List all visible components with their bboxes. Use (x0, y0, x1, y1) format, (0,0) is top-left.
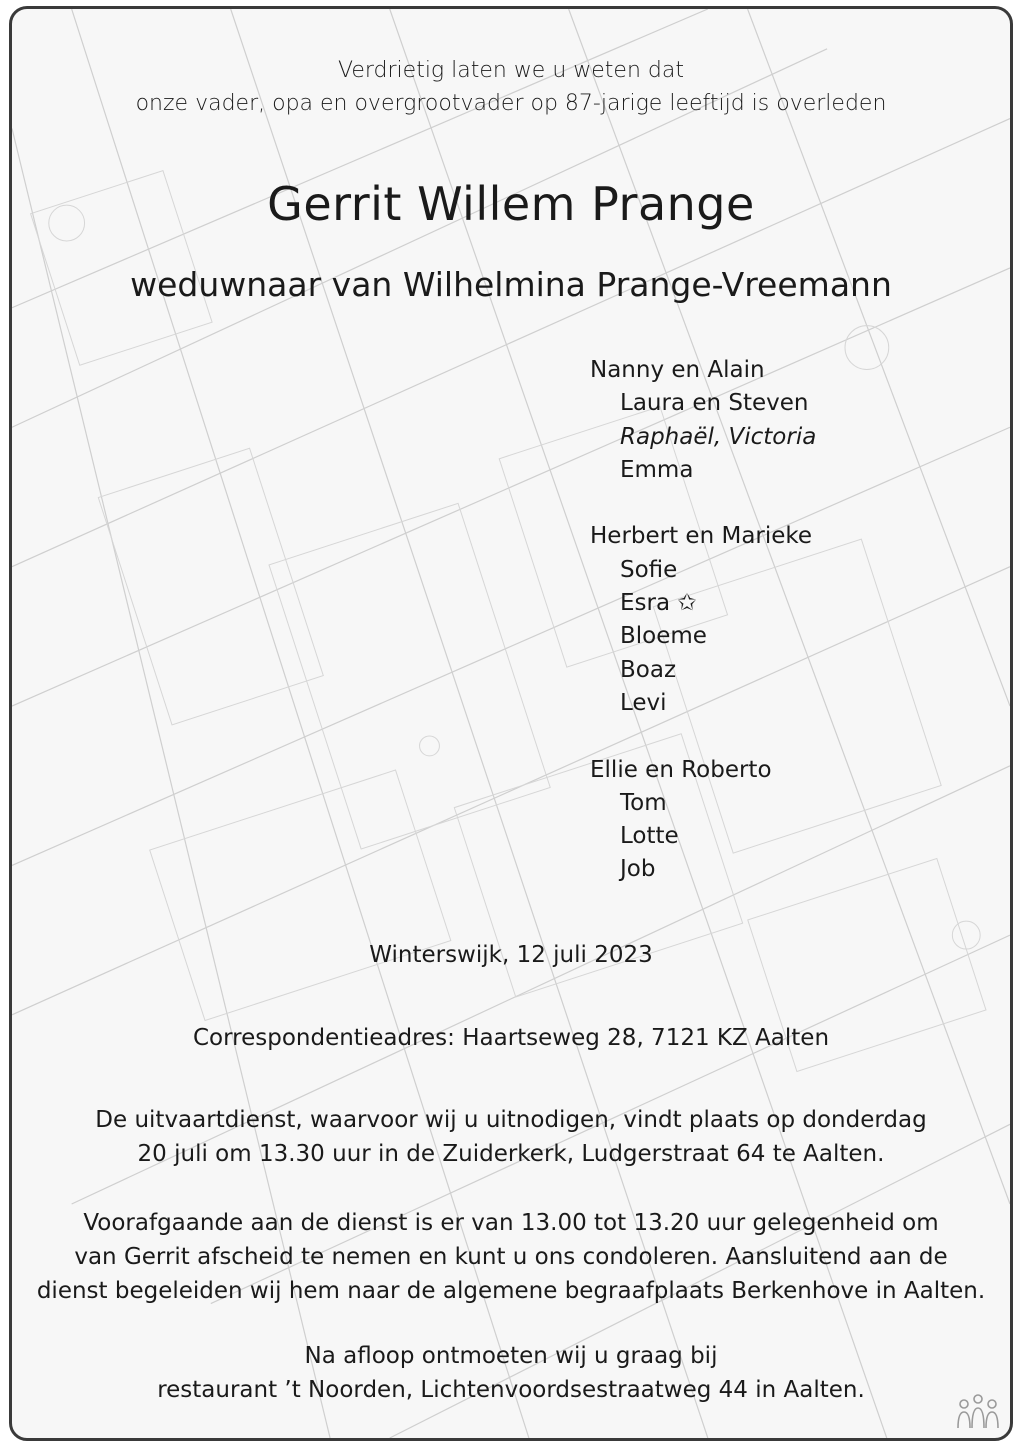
family-gap (590, 487, 816, 520)
intro-line-1: Verdrietig laten we u weten dat (338, 58, 684, 83)
family-member: Job (620, 856, 656, 883)
deceased-name: Gerrit Willem Prange (267, 177, 755, 231)
funeral-paragraph (12, 1103, 1010, 1171)
place-date: Winterswijk, 12 juli 2023 (369, 942, 653, 968)
obituary-card (9, 6, 1013, 1441)
family-member: Tom (620, 789, 667, 816)
farewell-line-2: van Gerrit afscheid te nemen en kunt u ons condoleren. Aansluitend aan de (74, 1244, 948, 1270)
family-list (590, 354, 816, 887)
farewell-line-3: dienst begeleiden wij hem naar de algemene begraafplaats Berkenhove in Aalten. (36, 1278, 986, 1304)
family-member: Sofie (620, 556, 678, 583)
funeral-line-1: De uitvaartdienst, waarvoor wij u uitnodigen, vindt plaats op donderdag (95, 1107, 927, 1133)
family-head: Ellie en Roberto (590, 756, 772, 783)
family-member: Emma (620, 456, 694, 483)
family-logo-icon (954, 1392, 1002, 1432)
farewell-paragraph (12, 1206, 1010, 1308)
family-member: Levi (620, 689, 667, 716)
family-member: Raphaël, Victoria (620, 423, 817, 450)
family-member: Esra ✩ (620, 590, 697, 617)
reception-line-2: restaurant ’t Noorden, Lichtenvoordsestraatweg 44 in Aalten. (157, 1377, 865, 1403)
family-member: Laura en Steven (620, 390, 809, 417)
deceased-subtitle: weduwnaar van Wilhelmina Prange-Vreemann (130, 265, 892, 304)
correspondence-address: Correspondentieadres: Haartseweg 28, 7121 KZ Aalten (192, 1025, 830, 1051)
farewell-line-1: Voorafgaande aan de dienst is er van 13.00 tot 13.20 uur gelegenheid om (83, 1210, 939, 1236)
family-gap (590, 720, 816, 753)
family-member: Lotte (620, 823, 679, 850)
reception-paragraph (12, 1339, 1010, 1407)
intro-text (12, 54, 1010, 120)
obituary-content (12, 9, 1010, 1438)
family-head: Nanny en Alain (590, 357, 765, 383)
intro-line-2: onze vader, opa en overgrootvader op 87-jarige leeftijd is overleden (135, 91, 887, 116)
family-member: Bloeme (620, 623, 707, 650)
reception-line-1: Na afloop ontmoeten wij u graag bij (304, 1343, 718, 1369)
family-member: Boaz (620, 656, 677, 683)
funeral-line-2: 20 juli om 13.30 uur in de Zuiderkerk, Ludgerstraat 64 te Aalten. (137, 1141, 885, 1167)
family-head: Herbert en Marieke (590, 523, 813, 550)
